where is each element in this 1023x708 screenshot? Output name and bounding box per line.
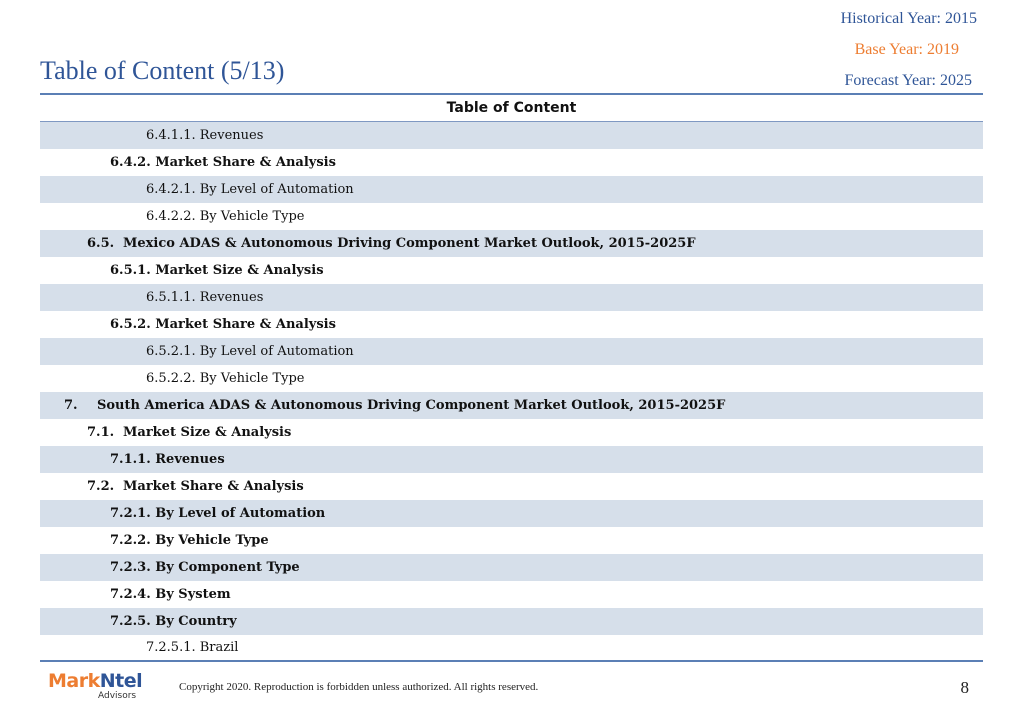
toc-row bbox=[40, 365, 983, 392]
historical-year: Historical Year: 2015 bbox=[840, 10, 977, 27]
toc-row bbox=[40, 635, 983, 660]
company-logo bbox=[48, 670, 148, 704]
toc-row-text: Market Share & Analysis bbox=[123, 479, 304, 494]
toc-row-text: 7.2.4. By System bbox=[110, 587, 231, 602]
toc-row bbox=[40, 122, 983, 149]
logo-mark-text: Mark bbox=[48, 670, 100, 692]
toc-row bbox=[40, 581, 983, 608]
toc-row bbox=[40, 230, 983, 257]
logo-ntel-text: Ntel bbox=[99, 670, 143, 692]
toc-row-text: 6.5.1.1. Revenues bbox=[146, 290, 264, 305]
toc-row-text: 7.1.1. Revenues bbox=[110, 452, 225, 467]
page-number: 8 bbox=[960, 678, 969, 697]
toc-row-text: 7.2.1. By Level of Automation bbox=[110, 506, 326, 521]
toc-row bbox=[40, 419, 983, 446]
toc-row-text: 7.2.5.1. Brazil bbox=[146, 640, 239, 655]
toc-row-text: 6.4.2. Market Share & Analysis bbox=[110, 155, 336, 170]
forecast-year: Forecast Year: 2025 bbox=[844, 72, 972, 89]
page-title: Table of Content (5/13) bbox=[40, 56, 285, 85]
toc-row bbox=[40, 446, 983, 473]
toc-row-text: 6.5.1. Market Size & Analysis bbox=[110, 263, 324, 278]
toc-row-text: Market Size & Analysis bbox=[123, 425, 292, 440]
table-bottom-divider bbox=[40, 660, 983, 662]
toc-table bbox=[40, 95, 983, 662]
toc-row-text: Mexico ADAS & Autonomous Driving Component Market Outlook, 2015-2025F bbox=[123, 236, 696, 251]
logo-wordmark bbox=[48, 670, 142, 692]
report-year-info bbox=[723, 0, 1023, 100]
toc-row bbox=[40, 527, 983, 554]
toc-row bbox=[40, 176, 983, 203]
toc-row bbox=[40, 149, 983, 176]
toc-row-text: 7.2.2. By Vehicle Type bbox=[110, 533, 269, 548]
toc-row-number: 7.1. bbox=[87, 425, 115, 440]
toc-row bbox=[40, 608, 983, 635]
toc-row bbox=[40, 338, 983, 365]
toc-row bbox=[40, 284, 983, 311]
toc-row-text: 7.2.3. By Component Type bbox=[110, 560, 300, 575]
copyright-notice: Copyright 2020. Reproduction is forbidden unless authorized. All rights reserved. bbox=[179, 681, 539, 693]
toc-row bbox=[40, 500, 983, 527]
toc-row bbox=[40, 311, 983, 338]
toc-row-text: 6.5.2.2. By Vehicle Type bbox=[146, 371, 305, 386]
toc-row bbox=[40, 392, 983, 419]
toc-header: Table of Content bbox=[40, 95, 983, 122]
toc-row-number: 6.5. bbox=[87, 236, 115, 251]
toc-row-text: 7.2.5. By Country bbox=[110, 614, 237, 629]
toc-row bbox=[40, 203, 983, 230]
toc-row bbox=[40, 473, 983, 500]
toc-row-number: 7. bbox=[64, 398, 78, 413]
toc-row-text: 6.4.1.1. Revenues bbox=[146, 128, 264, 143]
toc-row bbox=[40, 257, 983, 284]
toc-row-text: 6.4.2.2. By Vehicle Type bbox=[146, 209, 305, 224]
toc-row-text: 6.4.2.1. By Level of Automation bbox=[146, 182, 354, 197]
toc-row bbox=[40, 554, 983, 581]
toc-row-number: 7.2. bbox=[87, 479, 115, 494]
logo-subtitle: Advisors bbox=[98, 691, 137, 701]
toc-row-text: 6.5.2. Market Share & Analysis bbox=[110, 317, 336, 332]
base-year: Base Year: 2019 bbox=[854, 41, 959, 58]
toc-row-text: 6.5.2.1. By Level of Automation bbox=[146, 344, 354, 359]
toc-row-text: South America ADAS & Autonomous Driving Component Market Outlook, 2015-2025F bbox=[97, 398, 726, 413]
